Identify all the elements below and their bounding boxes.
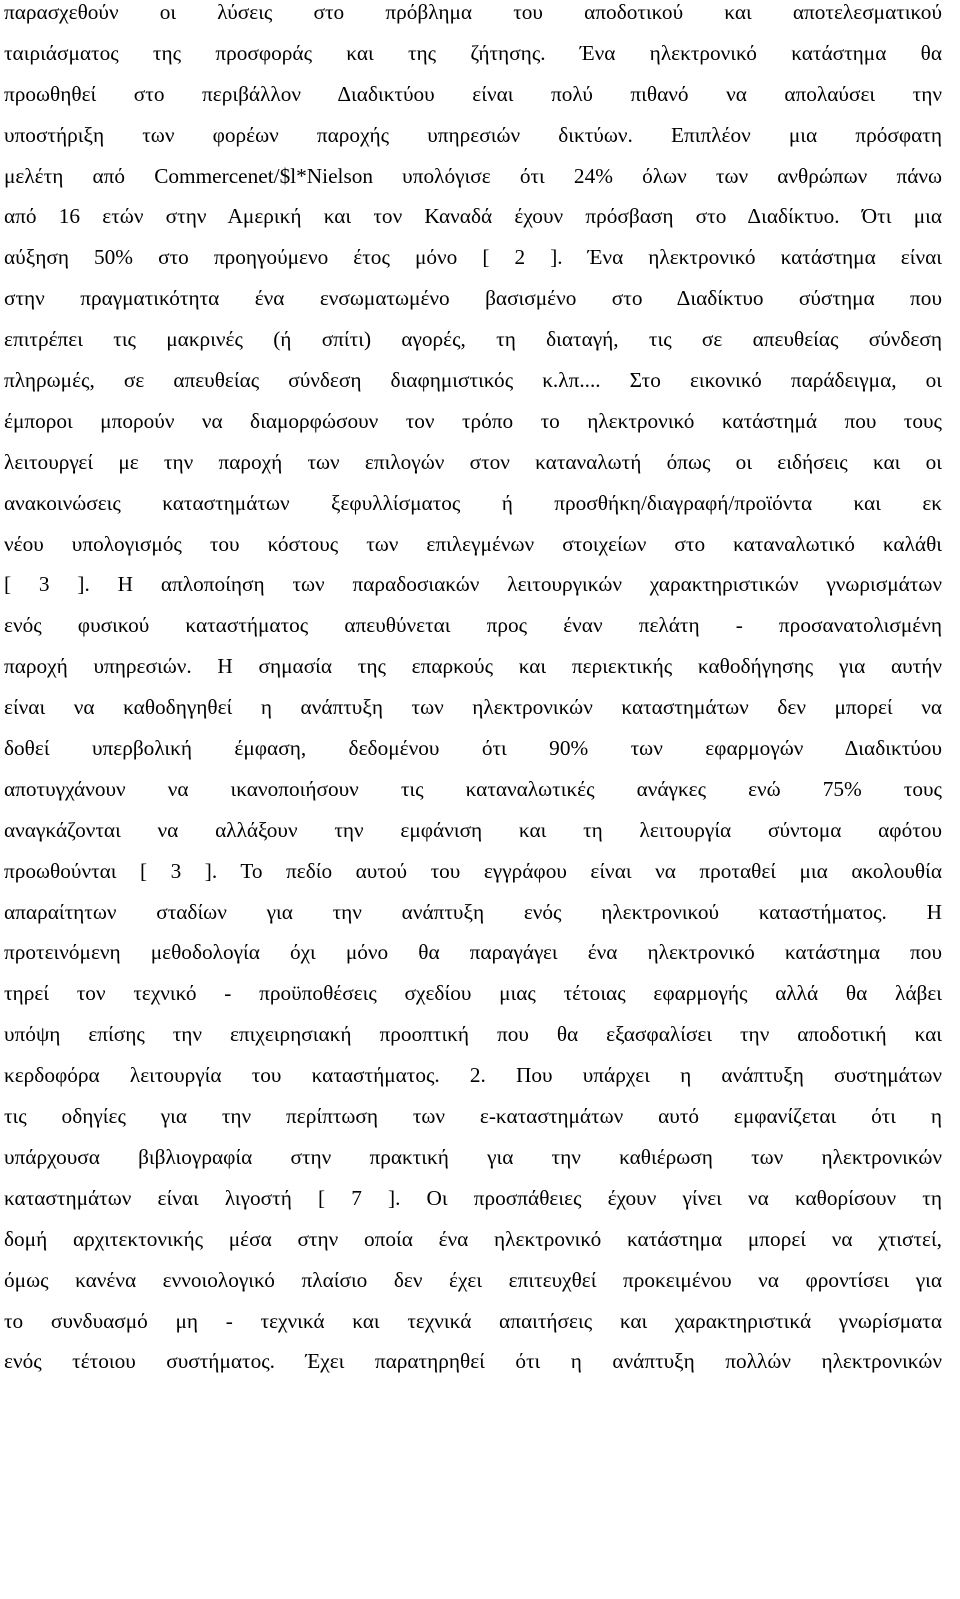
text-line: κερδοφόρα λειτουργία του καταστήματος. 2. Που υπάρχει η ανάπτυξη συστημάτων xyxy=(4,1063,942,1088)
text-line: πληρωμές, σε απευθείας σύνδεση διαφημιστικός κ.λπ.... Στο εικονικό παράδειγμα, οι xyxy=(4,368,942,393)
text-line: υποστήριξη των φορέων παροχής υπηρεσιών δικτύων. Επιπλέον μια πρόσφατη xyxy=(4,122,942,147)
text-line: μελέτη από Commercenet/$l*Nielson υπολόγισε ότι 24% όλων των ανθρώπων πάνω xyxy=(4,163,942,188)
text-line: [ 3 ]. Η απλοποίηση των παραδοσιακών λειτουργικών χαρακτηριστικών γνωρισμάτων xyxy=(4,572,942,597)
text-line: λειτουργεί με την παροχή των επιλογών στον καταναλωτή όπως οι ειδήσεις και οι xyxy=(4,449,942,474)
text-line: ανακοινώσεις καταστημάτων ξεφυλλίσματος ή προσθήκη/διαγραφή/προϊόντα και εκ xyxy=(4,490,942,515)
text-line: ενός φυσικού καταστήματος απευθύνεται προς έναν πελάτη - προσανατολισμένη xyxy=(4,613,942,638)
text-line: υπόψη επίσης την επιχειρησιακή προοπτική που θα εξασφαλίσει την αποδοτική και xyxy=(4,1022,942,1047)
text-line: δομή αρχιτεκτονικής μέσα στην οποία ένα ηλεκτρονικό κατάστημα μπορεί να χτιστεί, xyxy=(4,1226,942,1251)
text-line: καταστημάτων είναι λιγοστή [ 7 ]. Οι προσπάθειες έχουν γίνει να καθορίσουν τη xyxy=(4,1185,942,1210)
text-line: τις οδηγίες για την περίπτωση των ε-καταστημάτων αυτό εμφανίζεται ότι η xyxy=(4,1104,942,1129)
text-line: προωθηθεί στο περιβάλλον Διαδικτύου είναι πολύ πιθανό να απολαύσει την xyxy=(4,81,942,106)
text-line: νέου υπολογισμός του κόστους των επιλεγμένων στοιχείων στο καταναλωτικό καλάθι xyxy=(4,531,942,556)
text-line: υπάρχουσα βιβλιογραφία στην πρακτική για την καθιέρωση των ηλεκτρονικών xyxy=(4,1144,942,1169)
text-line: παρασχεθούν οι λύσεις στο πρόβλημα του αποδοτικού και αποτελεσματικού xyxy=(4,0,942,24)
text-line: στην πραγματικότητα ένα ενσωματωμένο βασισμένο στο Διαδίκτυο σύστημα που xyxy=(4,286,942,311)
text-line: το συνδυασμό μη - τεχνικά και τεχνικά απαιτήσεις και χαρακτηριστικά γνωρίσματα xyxy=(4,1308,942,1333)
text-line: είναι να καθοδηγηθεί η ανάπτυξη των ηλεκτρονικών καταστημάτων δεν μπορεί να xyxy=(4,695,942,720)
text-line: δοθεί υπερβολική έμφαση, δεδομένου ότι 90% των εφαρμογών Διαδικτύου xyxy=(4,736,942,761)
text-line: ταιριάσματος της προσφοράς και της ζήτησης. Ένα ηλεκτρονικό κατάστημα θα xyxy=(4,40,942,65)
text-line: απαραίτητων σταδίων για την ανάπτυξη ενός ηλεκτρονικού καταστήματος. Η xyxy=(4,899,942,924)
text-line: παροχή υπηρεσιών. Η σημασία της επαρκούς και περιεκτικής καθοδήγησης για αυτήν xyxy=(4,654,942,679)
text-line: αύξηση 50% στο προηγούμενο έτος μόνο [ 2 ]. Ένα ηλεκτρονικό κατάστημα είναι xyxy=(4,245,942,270)
body-text xyxy=(4,0,942,1382)
text-line: προτεινόμενη μεθοδολογία όχι μόνο θα παραγάγει ένα ηλεκτρονικό κατάστημα που xyxy=(4,940,942,965)
text-line: τηρεί τον τεχνικό - προϋποθέσεις σχεδίου μιας τέτοιας εφαρμογής αλλά θα λάβει xyxy=(4,981,942,1006)
text-line: ενός τέτοιου συστήματος. Έχει παρατηρηθεί ότι η ανάπτυξη πολλών ηλεκτρονικών xyxy=(4,1349,942,1374)
text-line: αποτυγχάνουν να ικανοποιήσουν τις καταναλωτικές ανάγκες ενώ 75% τους xyxy=(4,776,942,801)
text-line: έμποροι μπορούν να διαμορφώσουν τον τρόπο το ηλεκτρονικό κατάστημά που τους xyxy=(4,408,942,433)
text-line: αναγκάζονται να αλλάξουν την εμφάνιση και τη λειτουργία σύντομα αφότου xyxy=(4,817,942,842)
text-line: όμως κανένα εννοιολογικό πλαίσιο δεν έχει επιτευχθεί προκειμένου να φροντίσει για xyxy=(4,1267,942,1292)
text-line: επιτρέπει τις μακρινές (ή σπίτι) αγορές, τη διαταγή, τις σε απευθείας σύνδεση xyxy=(4,327,942,352)
text-line: από 16 ετών στην Αμερική και τον Καναδά έχουν πρόσβαση στο Διαδίκτυο. Ότι μια xyxy=(4,204,942,229)
text-line: προωθούνται [ 3 ]. Το πεδίο αυτού του εγγράφου είναι να προταθεί μια ακολουθία xyxy=(4,858,942,883)
